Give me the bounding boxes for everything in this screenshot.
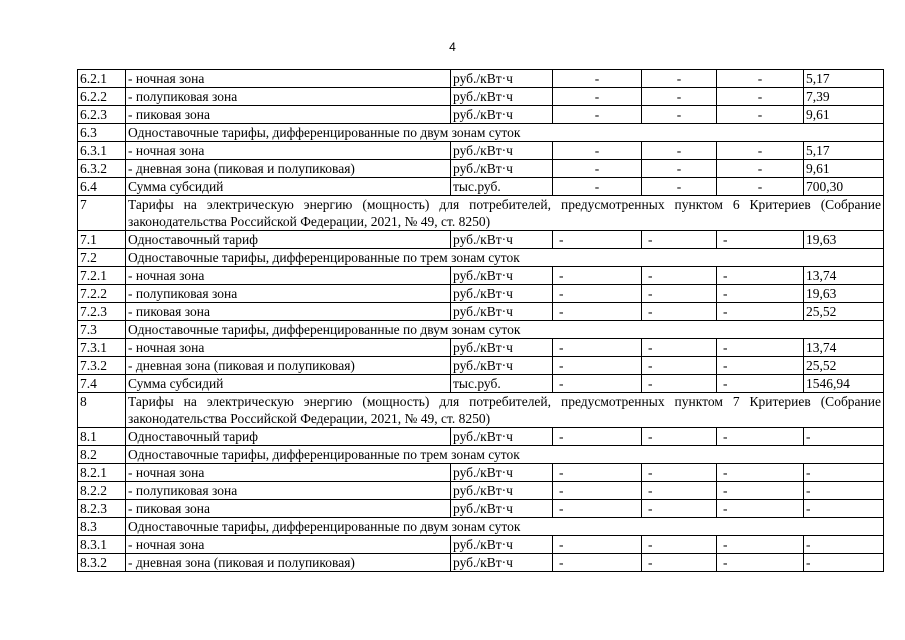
table-row [78, 88, 884, 106]
unit-cell: руб./кВт·ч [451, 500, 553, 518]
group-header-cell: Одноставочные тарифы, дифференцированные по трем зонам суток [126, 249, 884, 267]
unit-cell: руб./кВт·ч [451, 357, 553, 375]
value-cell-1: - [553, 303, 642, 321]
value-cell-2: - [642, 536, 717, 554]
value-cell-1: - [553, 178, 642, 196]
row-number-cell: 6.3.2 [78, 160, 126, 178]
table-row [78, 500, 884, 518]
row-number-cell: 8.2.1 [78, 464, 126, 482]
row-number-cell: 7.2.3 [78, 303, 126, 321]
page-number: 4 [449, 40, 456, 54]
section-title-cell: Тарифы на электрическую энергию (мощность) для потребителей, предусмотренных пунктом 7 Критериев (Собрание законодательства Российской Федерации, 2021, № 49, ст. 8250) [126, 393, 884, 428]
value-cell-3: - [717, 339, 804, 357]
table-row [78, 375, 884, 393]
value-cell-2: - [642, 357, 717, 375]
name-cell: - ночная зона [126, 464, 451, 482]
value-cell-3: - [717, 231, 804, 249]
value-cell-2: - [642, 464, 717, 482]
row-number-cell: 7.2.1 [78, 267, 126, 285]
name-cell: - ночная зона [126, 142, 451, 160]
name-cell: - ночная зона [126, 70, 451, 88]
table-row [78, 482, 884, 500]
unit-cell: руб./кВт·ч [451, 231, 553, 249]
table-row [78, 339, 884, 357]
value-cell-1: - [553, 357, 642, 375]
value-cell-3: - [717, 428, 804, 446]
unit-cell: руб./кВт·ч [451, 106, 553, 124]
row-number-cell: 7.2 [78, 249, 126, 267]
table-row [78, 124, 884, 142]
value-cell-2: - [642, 482, 717, 500]
table-row [78, 303, 884, 321]
value-cell-1: - [553, 160, 642, 178]
table-row [78, 267, 884, 285]
value-cell-1: - [553, 285, 642, 303]
unit-cell: руб./кВт·ч [451, 536, 553, 554]
value-cell-1: - [553, 70, 642, 88]
group-header-cell: Одноставочные тарифы, дифференцированные по двум зонам суток [126, 321, 884, 339]
unit-cell: руб./кВт·ч [451, 464, 553, 482]
value-cell-3: - [717, 303, 804, 321]
value-cell-2: - [642, 231, 717, 249]
table-row [78, 160, 884, 178]
row-number-cell: 6.2.1 [78, 70, 126, 88]
unit-cell: руб./кВт·ч [451, 70, 553, 88]
tariff-value-cell: - [804, 482, 884, 500]
row-number-cell: 8.1 [78, 428, 126, 446]
tariff-value-cell: - [804, 464, 884, 482]
name-cell: - дневная зона (пиковая и полупиковая) [126, 357, 451, 375]
row-number-cell: 7.2.2 [78, 285, 126, 303]
row-number-cell: 8.2 [78, 446, 126, 464]
row-number-cell: 7 [78, 196, 126, 231]
value-cell-3: - [717, 536, 804, 554]
unit-cell: тыс.руб. [451, 375, 553, 393]
unit-cell: руб./кВт·ч [451, 160, 553, 178]
value-cell-1: - [553, 464, 642, 482]
value-cell-2: - [642, 375, 717, 393]
name-cell: - ночная зона [126, 267, 451, 285]
row-number-cell: 8 [78, 393, 126, 428]
value-cell-3: - [717, 160, 804, 178]
unit-cell: руб./кВт·ч [451, 554, 553, 572]
value-cell-1: - [553, 106, 642, 124]
value-cell-2: - [642, 500, 717, 518]
table-row [78, 285, 884, 303]
row-number-cell: 6.2.3 [78, 106, 126, 124]
tariff-value-cell: 19,63 [804, 285, 884, 303]
value-cell-3: - [717, 554, 804, 572]
value-cell-2: - [642, 428, 717, 446]
value-cell-2: - [642, 70, 717, 88]
tariff-table [77, 69, 884, 572]
tariff-value-cell: 9,61 [804, 106, 884, 124]
value-cell-2: - [642, 178, 717, 196]
name-cell: - дневная зона (пиковая и полупиковая) [126, 160, 451, 178]
table-row [78, 464, 884, 482]
name-cell: - ночная зона [126, 339, 451, 357]
value-cell-1: - [553, 142, 642, 160]
table-row [78, 106, 884, 124]
value-cell-3: - [717, 267, 804, 285]
unit-cell: руб./кВт·ч [451, 428, 553, 446]
table-row [78, 178, 884, 196]
unit-cell: руб./кВт·ч [451, 142, 553, 160]
table-row [78, 142, 884, 160]
value-cell-2: - [642, 303, 717, 321]
name-cell: - пиковая зона [126, 106, 451, 124]
tariff-value-cell: - [804, 536, 884, 554]
row-number-cell: 7.3.2 [78, 357, 126, 375]
table-row [78, 231, 884, 249]
name-cell: - дневная зона (пиковая и полупиковая) [126, 554, 451, 572]
row-number-cell: 6.4 [78, 178, 126, 196]
tariff-value-cell: - [804, 554, 884, 572]
name-cell: Сумма субсидий [126, 178, 451, 196]
value-cell-3: - [717, 142, 804, 160]
name-cell: - полупиковая зона [126, 482, 451, 500]
unit-cell: тыс.руб. [451, 178, 553, 196]
value-cell-1: - [553, 88, 642, 106]
row-number-cell: 7.4 [78, 375, 126, 393]
value-cell-1: - [553, 500, 642, 518]
name-cell: - ночная зона [126, 536, 451, 554]
row-number-cell: 6.3.1 [78, 142, 126, 160]
table-row [78, 70, 884, 88]
value-cell-1: - [553, 339, 642, 357]
name-cell: - пиковая зона [126, 500, 451, 518]
row-number-cell: 6.2.2 [78, 88, 126, 106]
table-row [78, 249, 884, 267]
tariff-value-cell: 25,52 [804, 303, 884, 321]
row-number-cell: 7.1 [78, 231, 126, 249]
tariff-value-cell: 5,17 [804, 70, 884, 88]
tariff-value-cell: 700,30 [804, 178, 884, 196]
row-number-cell: 8.3 [78, 518, 126, 536]
row-number-cell: 7.3 [78, 321, 126, 339]
row-number-cell: 8.3.2 [78, 554, 126, 572]
tariff-value-cell: 13,74 [804, 339, 884, 357]
value-cell-3: - [717, 106, 804, 124]
table-row [78, 446, 884, 464]
tariff-value-cell: 9,61 [804, 160, 884, 178]
value-cell-3: - [717, 375, 804, 393]
value-cell-1: - [553, 267, 642, 285]
table-row [78, 428, 884, 446]
name-cell: Одноставочный тариф [126, 428, 451, 446]
tariff-value-cell: 13,74 [804, 267, 884, 285]
group-header-cell: Одноставочные тарифы, дифференцированные по трем зонам суток [126, 446, 884, 464]
group-header-cell: Одноставочные тарифы, дифференцированные по двум зонам суток [126, 518, 884, 536]
value-cell-2: - [642, 554, 717, 572]
value-cell-1: - [553, 375, 642, 393]
unit-cell: руб./кВт·ч [451, 339, 553, 357]
value-cell-3: - [717, 178, 804, 196]
value-cell-1: - [553, 536, 642, 554]
value-cell-3: - [717, 88, 804, 106]
row-number-cell: 7.3.1 [78, 339, 126, 357]
tariff-value-cell: 7,39 [804, 88, 884, 106]
unit-cell: руб./кВт·ч [451, 88, 553, 106]
value-cell-2: - [642, 339, 717, 357]
unit-cell: руб./кВт·ч [451, 267, 553, 285]
section-title-cell: Тарифы на электрическую энергию (мощность) для потребителей, предусмотренных пунктом 6 Критериев (Собрание законодательства Российской Федерации, 2021, № 49, ст. 8250) [126, 196, 884, 231]
value-cell-3: - [717, 482, 804, 500]
value-cell-1: - [553, 482, 642, 500]
value-cell-3: - [717, 464, 804, 482]
tariff-value-cell: - [804, 500, 884, 518]
table-row [78, 357, 884, 375]
tariff-value-cell: 5,17 [804, 142, 884, 160]
tariff-value-cell: 19,63 [804, 231, 884, 249]
value-cell-2: - [642, 106, 717, 124]
value-cell-3: - [717, 357, 804, 375]
value-cell-1: - [553, 231, 642, 249]
name-cell: - полупиковая зона [126, 285, 451, 303]
row-number-cell: 8.2.2 [78, 482, 126, 500]
value-cell-2: - [642, 88, 717, 106]
tariff-value-cell: 25,52 [804, 357, 884, 375]
value-cell-3: - [717, 70, 804, 88]
group-header-cell: Одноставочные тарифы, дифференцированные по двум зонам суток [126, 124, 884, 142]
value-cell-2: - [642, 285, 717, 303]
value-cell-2: - [642, 267, 717, 285]
value-cell-2: - [642, 142, 717, 160]
name-cell: - пиковая зона [126, 303, 451, 321]
row-number-cell: 8.3.1 [78, 536, 126, 554]
table-row [78, 554, 884, 572]
value-cell-1: - [553, 428, 642, 446]
value-cell-3: - [717, 500, 804, 518]
value-cell-3: - [717, 285, 804, 303]
unit-cell: руб./кВт·ч [451, 285, 553, 303]
name-cell: Сумма субсидий [126, 375, 451, 393]
table-row [78, 393, 884, 428]
tariff-value-cell: - [804, 428, 884, 446]
table-row [78, 196, 884, 231]
row-number-cell: 8.2.3 [78, 500, 126, 518]
row-number-cell: 6.3 [78, 124, 126, 142]
value-cell-1: - [553, 554, 642, 572]
name-cell: - полупиковая зона [126, 88, 451, 106]
name-cell: Одноставочный тариф [126, 231, 451, 249]
value-cell-2: - [642, 160, 717, 178]
tariff-value-cell: 1546,94 [804, 375, 884, 393]
table-row [78, 321, 884, 339]
table-row [78, 536, 884, 554]
unit-cell: руб./кВт·ч [451, 482, 553, 500]
table-row [78, 518, 884, 536]
unit-cell: руб./кВт·ч [451, 303, 553, 321]
